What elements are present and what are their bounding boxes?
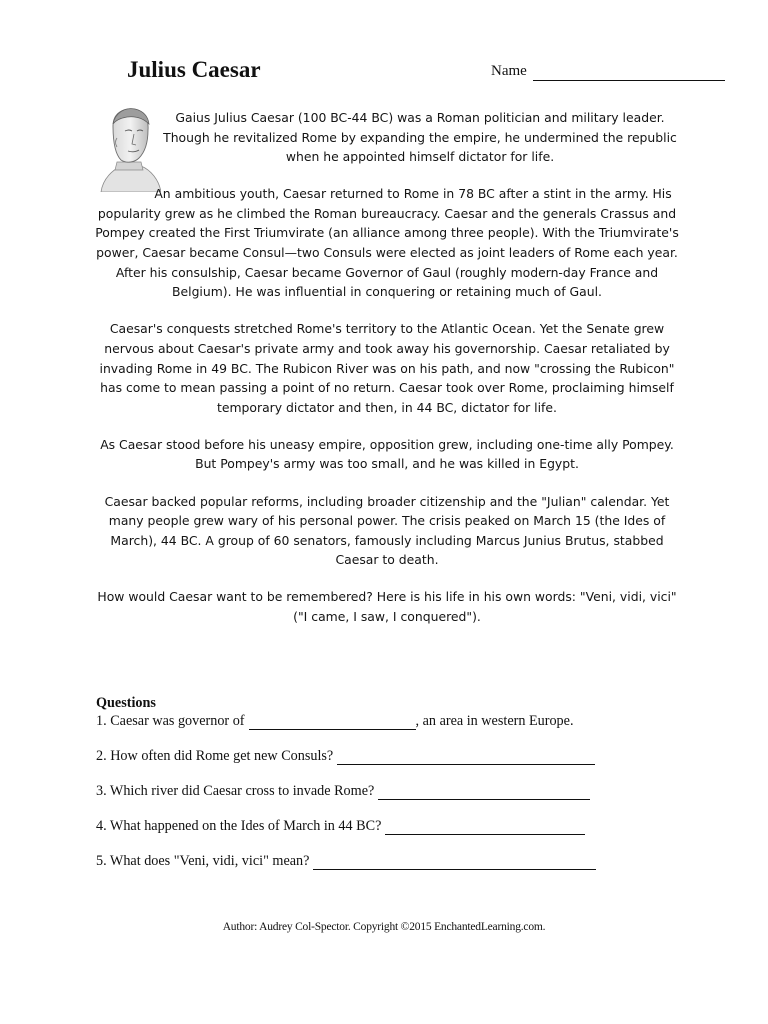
answer-blank[interactable] — [337, 751, 595, 765]
article-paragraph: As Caesar stood before his uneasy empire, opposition grew, including one-time ally Pompey. But Pompey's army was too small, and he was killed in Egypt. — [100, 436, 674, 472]
name-field — [491, 61, 725, 81]
question-item — [96, 748, 656, 765]
name-label: Name — [491, 63, 527, 79]
answer-blank[interactable] — [249, 716, 416, 730]
answer-blank[interactable] — [385, 821, 585, 835]
closing-paragraph: How would Caesar want to be remembered? Here is his life in his own words: "Veni, vidi, vici" ("I came, I saw, I conquered"). — [97, 589, 677, 624]
question-item — [96, 713, 656, 730]
copyright-footer: Author: Audrey Col-Spector. Copyright ©2015 EnchantedLearning.com. — [222, 921, 546, 933]
article-paragraph: An ambitious youth, Caesar returned to Rome in 78 BC after a stint in the army. His popularity grew as he climbed the Roman bureaucracy. Caesar and the generals Crassus and Pompey created the First Triumvirate (an alliance among three people). With the Triumvirate's power, Caesar became Consul—two Consuls were elected as joint leaders of Rome each year. After his consulship, Caesar became Governor of Gaul (roughly modern-day France and Belgium). He was influential in conquering or retaining much of Gaul. — [95, 186, 679, 300]
question-suffix: , an area in western Europe. — [415, 713, 574, 729]
article-body — [94, 108, 680, 644]
question-text: 4. What happened on the Ides of March in 44 BC? — [96, 818, 382, 834]
answer-blank[interactable] — [378, 786, 590, 800]
article-paragraph: Caesar backed popular reforms, including broader citizenship and the "Julian" calendar. Yet many people grew wary of his personal power. The crisis peaked on March 15 (the Ides of March), 44 BC. A group of 60 senators, famously including Marcus Junius Brutus, stabbed Caesar to death. — [104, 493, 670, 568]
question-text: 5. What does "Veni, vidi, vici" mean? — [96, 853, 310, 869]
question-text: 3. Which river did Caesar cross to invade Rome? — [96, 783, 375, 799]
page-title: Julius Caesar — [127, 57, 261, 82]
questions-heading: Questions — [96, 695, 156, 711]
answer-blank[interactable] — [313, 856, 596, 870]
intro-paragraph: Gaius Julius Caesar (100 BC-44 BC) was a Roman politician and military leader. Though he revitalized Rome by expanding the empire, he undermined the republic when he appointed himself dictator for life. — [163, 110, 677, 165]
question-text: 1. Caesar was governor of — [96, 713, 245, 729]
questions-section — [96, 694, 656, 870]
question-text: 2. How often did Rome get new Consuls? — [96, 748, 334, 764]
name-blank[interactable] — [533, 65, 725, 81]
article-paragraph: Caesar's conquests stretched Rome's territory to the Atlantic Ocean. Yet the Senate grew nervous about Caesar's private army and took away his governorship. Caesar retaliated by invading Rome in 49 BC. The Rubicon River was on his path, and now "crossing the Rubicon" has come to mean passing a point of no return. Caesar took over Rome, proclaiming himself temporary dictator and then, in 44 BC, dictator for life. — [99, 321, 675, 415]
question-item — [96, 783, 656, 800]
question-item — [96, 818, 656, 835]
question-item — [96, 853, 656, 870]
